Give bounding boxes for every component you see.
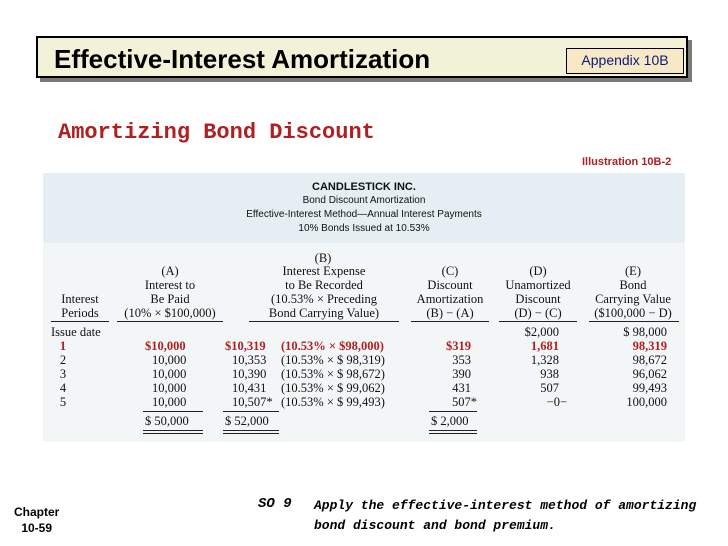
row-4-period: 4 [59, 381, 67, 395]
row-2-carrying: 98,672 [632, 353, 667, 367]
header-e-1: Bond [619, 278, 647, 292]
row-1-unamortized: 1,681 [530, 339, 559, 353]
header-e-3: ($100,000 − D) [594, 306, 672, 320]
study-objective-text: Apply the effective-interest method of amortizing bond discount and bond premium. [314, 498, 697, 533]
header-c-1: Discount [427, 278, 473, 292]
total-rule [429, 411, 477, 412]
total-interest-expense: $ 52,000 [225, 414, 269, 428]
study-objective-label: SO 9 [258, 496, 292, 512]
amortization-table [43, 173, 685, 442]
col-letter-b: (B) [314, 251, 332, 265]
chapter-line-2: 10-59 [21, 521, 53, 535]
header-a-3: (10% × $100,000) [124, 306, 216, 320]
row-2-unamortized: 1,328 [530, 353, 559, 367]
table-heading-3: Effective-Interest Method—Annual Interest Payments [246, 209, 482, 220]
issue-date-label: Issue date [51, 325, 101, 339]
total-double-rule [223, 433, 279, 434]
company-name: CANDLESTICK INC. [312, 181, 416, 193]
row-5-amortization: 507* [452, 395, 477, 409]
row-3-carrying: 96,062 [632, 367, 667, 381]
row-4-carrying: 99,493 [632, 381, 667, 395]
row-1-expense-calc: (10.53% × $98,000) [281, 339, 384, 353]
row-5-interest-expense: 10,507* [232, 395, 273, 409]
header-d-3: (D) − (C) [514, 306, 562, 320]
chapter-line-1: Chapter [14, 505, 60, 519]
row-3-unamortized: 938 [540, 367, 559, 381]
row-5-unamortized: −0− [546, 395, 567, 409]
header-b-3: (10.53% × Preceding [271, 292, 377, 306]
section-subtitle: Amortizing Bond Discount [58, 120, 375, 145]
header-rule [117, 321, 223, 322]
header-b-2: to Be Recorded [285, 278, 363, 292]
col-letter-c: (C) [441, 264, 459, 278]
row-5-interest-paid: 10,000 [152, 395, 187, 409]
table-heading-4: 10% Bonds Issued at 10.53% [298, 223, 430, 234]
total-double-rule [429, 430, 477, 431]
issue-date-carrying: $ 98,000 [623, 325, 667, 339]
row-5-expense-calc: (10.53% × $ 99,493) [281, 395, 385, 409]
row-3-amortization: 390 [452, 367, 471, 381]
row-5-period: 5 [59, 395, 67, 409]
row-4-interest-paid: 10,000 [152, 381, 187, 395]
header-rule [411, 321, 489, 322]
appendix-badge: Appendix 10B [566, 48, 684, 74]
row-4-interest-expense: 10,431 [232, 381, 267, 395]
row-2-expense-calc: (10.53% × $ 98,319) [281, 353, 385, 367]
row-3-interest-paid: 10,000 [152, 367, 187, 381]
row-2-interest-expense: 10,353 [232, 353, 267, 367]
col-letter-e: (E) [625, 264, 641, 278]
total-double-rule [143, 433, 203, 434]
row-1-period: 1 [59, 339, 67, 353]
header-b-4: Bond Carrying Value) [268, 306, 380, 320]
header-rule [249, 321, 399, 322]
header-b-1: Interest Expense [282, 264, 366, 278]
header-rule [589, 321, 679, 322]
total-double-rule [429, 433, 477, 434]
header-c-2: Amortization [416, 292, 484, 306]
row-4-unamortized: 507 [540, 381, 559, 395]
row-3-interest-expense: 10,390 [232, 367, 267, 381]
row-1-carrying: 98,319 [632, 339, 667, 353]
total-interest-paid: $ 50,000 [145, 414, 189, 428]
row-2-amortization: 353 [452, 353, 471, 367]
row-1-interest-paid: $10,000 [145, 339, 186, 353]
col-letter-d: (D) [529, 264, 547, 278]
row-1-amortization: $319 [446, 339, 471, 353]
page-title: Effective-Interest Amortization [54, 44, 431, 74]
chapter-label [14, 504, 59, 536]
row-2-period: 2 [59, 353, 67, 367]
row-2-interest-paid: 10,000 [152, 353, 187, 367]
header-periods-2: Periods [61, 306, 99, 320]
row-3-period: 3 [59, 367, 67, 381]
row-1-interest-expense: $10,319 [225, 339, 266, 353]
total-amortization: $ 2,000 [431, 414, 469, 428]
row-4-amortization: 431 [452, 381, 471, 395]
header-c-3: (B) − (A) [426, 306, 474, 320]
total-double-rule [143, 430, 203, 431]
illustration-label: Illustration 10B-2 [582, 156, 672, 168]
issue-date-discount: $2,000 [524, 325, 559, 339]
header-rule [51, 321, 109, 322]
total-rule [143, 411, 203, 412]
table-heading-2: Bond Discount Amortization [302, 195, 426, 206]
row-5-carrying: 100,000 [626, 395, 667, 409]
total-rule [223, 411, 279, 412]
table-heading [43, 173, 685, 243]
header-e-2: Carrying Value [595, 292, 671, 306]
header-d-1: Unamortized [505, 278, 571, 292]
col-letter-a: (A) [161, 264, 179, 278]
total-double-rule [223, 430, 279, 431]
row-4-expense-calc: (10.53% × $ 99,062) [281, 381, 385, 395]
header-periods-1: Interest [61, 292, 99, 306]
header-d-2: Discount [515, 292, 561, 306]
header-a-1: Interest to [144, 278, 196, 292]
header-a-2: Be Paid [150, 292, 190, 306]
row-3-expense-calc: (10.53% × $ 98,672) [281, 367, 385, 381]
header-rule [499, 321, 577, 322]
